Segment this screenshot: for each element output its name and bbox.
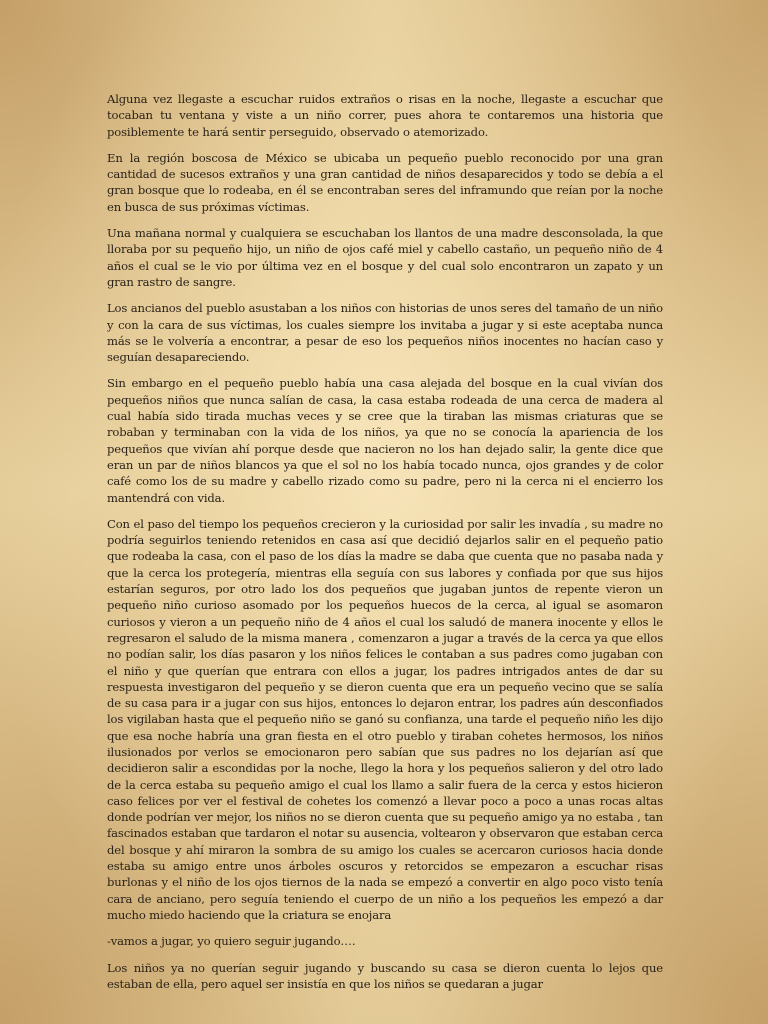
document-page xyxy=(107,91,663,1002)
paragraph-7: -vamos a jugar, yo quiero seguir jugando…. xyxy=(107,934,356,949)
paragraph-1: Alguna vez llegaste a escuchar ruidos extraños o risas en la noche, llegaste a escuchar que tocaban tu ventana y viste a un niño correr, pues ahora te contaremos una historia que posiblemente te hará sentir perseguido, observado o atemorizado. xyxy=(107,92,663,139)
paragraph-4: Los ancianos del pueblo asustaban a los niños con historias de unos seres del tamaño de un niño y con la cara de sus víctimas, los cuales siempre los invitaba a jugar y si este aceptaba nunca más se le volvería a encontrar, a pesar de eso los pequeños niños inocentes no hacían caso y seguían desapareciendo. xyxy=(107,301,663,365)
paragraph-8: Los niños ya no querían seguir jugando y buscando su casa se dieron cuenta lo lejos que estaban de ella, pero aquel ser insistía en que los niños se quedaran a jugar xyxy=(107,960,663,991)
paragraph-6: Con el paso del tiempo los pequeños crecieron y la curiosidad por salir les invadía , su madre no podría seguirlos teniendo retenidos en casa así que decidió dejarlos salir en el pequeño patio que rodeaba la casa, con el paso de los días la madre se daba que cuenta que no pasaba nada y que la cerca los protegería, mientras ella seguía con sus labores y confiada por que sus hijos estarían seguros, por otro lado los dos pequeños que jugaban juntos de repente vieron un pequeño niño curioso asomado por los pequeños huecos de la cerca, al igual se asomaron curiosos y vieron a un pequeño niño de 4 años el cual los saludó de manera inocente y ellos le regresaron el saludo de la misma manera , comenzaron a jugar a través de la cerca ya que ellos no podían salir, los días pasaron y los niños felices le contaban a sus padres como jugaban con el niño y que querían que entrara con ellos a jugar, los padres intrigados antes de dar su respuesta investigaron del pequeño y se dieron cuenta que era un pequeño vecino que se salía de su casa para ir a jugar con sus hijos, entonces lo dejaron entrar, los padres aún desconfiados los vigilaban hasta que el pequeño niño se ganó su confianza, una tarde el pequeño niño les dijo que esa noche habría una gran fiesta en el otro pueblo y tiraban cohetes hermosos, los niños ilusionados por verlos se emocionaron pero sabían que sus padres no los dejarían así que decidieron salir a escondidas por la noche, llego la hora y los pequeños salieron y del otro lado de la cerca estaba su pequeño amigo el cual los llamo a salir fuera de la cerca y estos hicieron caso felices por ver el festival de cohetes los comenzó a llevar poco a poco a unas rocas altas donde podrían ver mejor, los niños no se dieron cuenta que su pequeño amigo ya no estaba , tan fascinados estaban que tardaron el notar su ausencia, voltearon y observaron que estaban cerca del bosque y ahí miraron la sombra de su amigo los cuales se acercaron curiosos hacia donde estaba su amigo entre unos árboles oscuros y retorcidos se empezaron a escuchar risas burlonas y el niño de los ojos tiernos de la nada se empezó a convertir en algo poco visto tenía cara de anciano, pero seguía teniendo el cuerpo de un niño a los pequeños les empezó a dar mucho miedo haciendo que la criatura se enojara xyxy=(107,516,663,922)
paragraph-2: En la región boscosa de México se ubicaba un pequeño pueblo reconocido por una gran cantidad de sucesos extraños y una gran cantidad de niños desaparecidos y todo se debía a el gran bosque que lo rodeaba, en él se encontraban seres del inframundo que reían por la noche en busca de sus próximas víctimas. xyxy=(107,150,663,214)
paragraph-3: Una mañana normal y cualquiera se escuchaban los llantos de una madre desconsolada, la que lloraba por su pequeño hijo, un niño de ojos café miel y cabello castaño, un pequeño niño de 4 años el cual se le vio por última vez en el bosque y del cual solo encontraron un zapato y un gran rastro de sangre. xyxy=(107,226,663,289)
paragraph-5: Sin embargo en el pequeño pueblo había una casa alejada del bosque en la cual vivían dos pequeños niños que nunca salían de casa, la casa estaba rodeada de una cerca de madera al cual había sido tirada muchas veces y se cree que la tiraban las mismas criaturas que se robaban y terminaban con la vida de los niños, ya que no se conocía la apariencia de los pequeños que vivían ahí porque desde que nacieron no los han dejado salir, la gente dice que eran un par de niños blancos ya que el sol no los había tocado nunca, ojos grandes y de color café como los de su madre y cabello rizado como su padre, pero ni la cerca ni el encierro los mantendrá con vida. xyxy=(107,376,663,505)
